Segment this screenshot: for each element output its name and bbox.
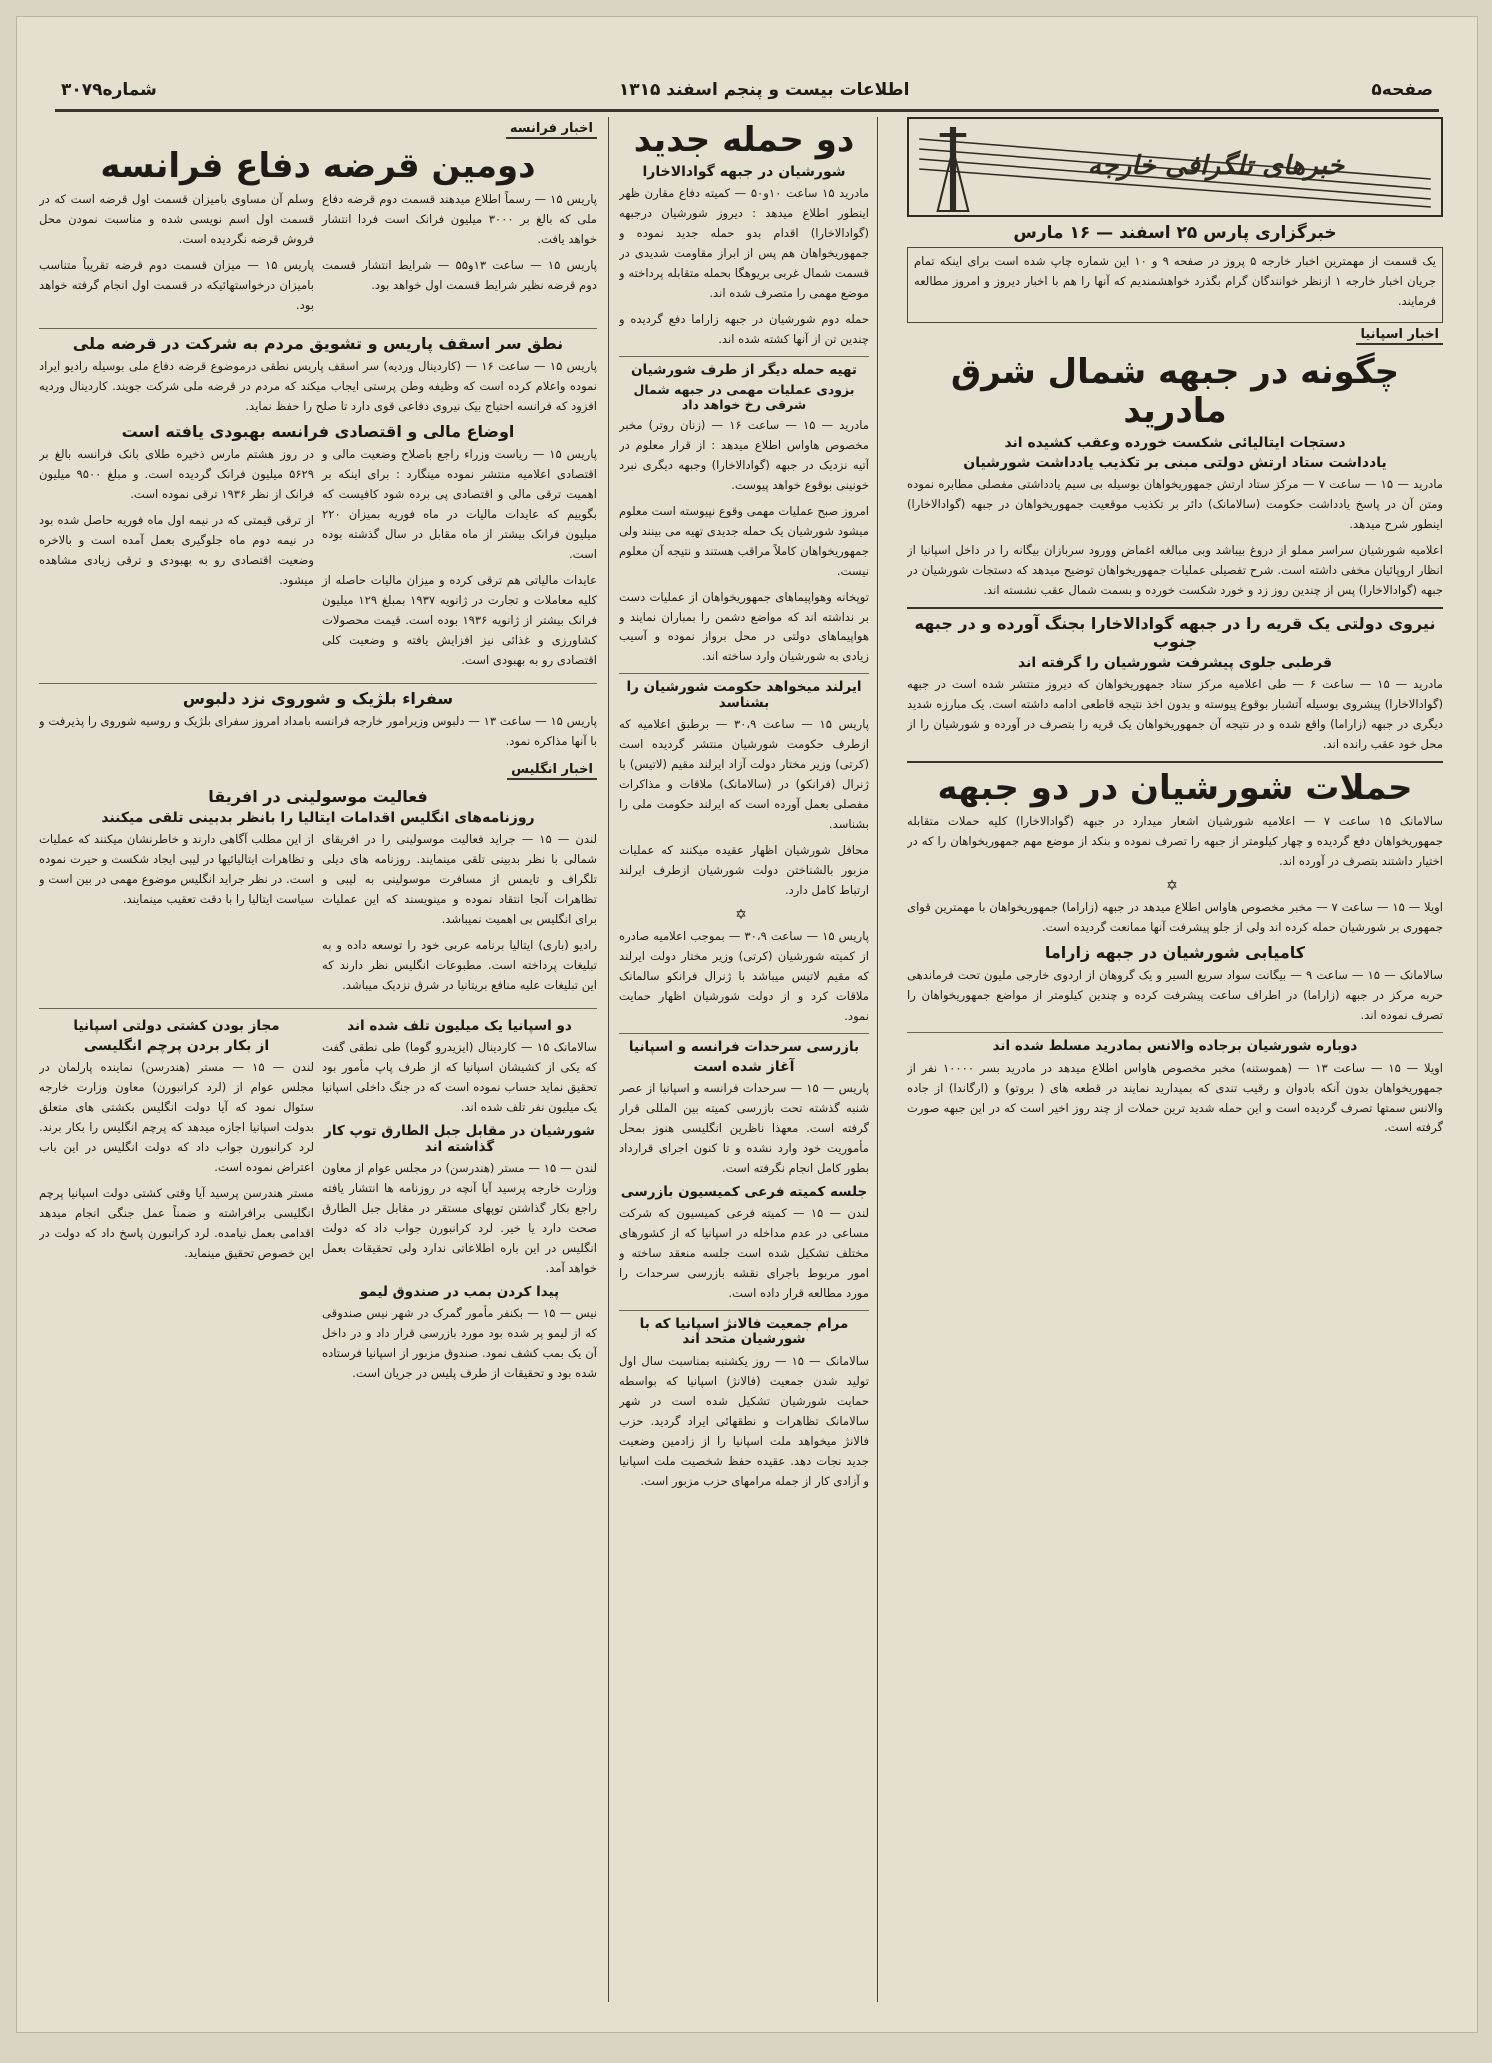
article-paragraph: پاریس ۱۵ — رسماً اطلاع میدهند قسمت دوم قرضه دفاع ملی که بالغ بر ۳۰۰۰ میلیون فرانک است فردا انتشار خواهد یافت. xyxy=(322,192,597,246)
article-paragraph: پاریس — ۱۵ — سرحدات فرانسه و اسپانیا از عصر شنبه گذشته تحت بازرسی کمیته بین المللی قرار گرفته است. معهذا ناظرین انگلیسی هنوز بمحل مأموریت خود وارد نشده و تا کنون اجرای قرارداد بطور کامل انجام نگرفته است. xyxy=(619,1081,869,1175)
separator-star-icon: ✡ xyxy=(735,906,753,923)
article-paragraph: حمله دوم شورشیان در جبهه زاراما دفع گردیده و چندین تن از آنها کشته شده اند. xyxy=(619,311,869,346)
headline: نیروی دولتی یک قریه را در جبهه گوادالاخارا بجنگ آورده و در جبهه جنوب xyxy=(914,613,1436,652)
article-paragraph: مادرید — ۱۵ — ساعت ۷ — مرکز ستاد ارتش جمهوریخواهان بوسیله بی سیم یادداشتی مفصلی مطابره نموده ومتن آن در پاسخ یادداشت حکومت (سالامانک) دائر بر تکذیب موقعیت جمهوریخواهان در جبهه (گوادالاخارا) اینطور شرح میدهد. xyxy=(907,477,1443,531)
column-rule xyxy=(608,117,609,2002)
subheadline: یادداشت ستاد ارتش دولتی مبنی بر تکذیب یادداشت شورشیان xyxy=(963,455,1387,471)
article-paragraph: مستر هندرسن پرسید آیا وقتی کشتی دولت اسپانیا پرچم انگلیسی برافراشته و ضمناً عمل جنگی انجام میدهد اقدامی بعمل نیامده. لرد کرانبورن پاسخ داد که دولت در این خصوص تحقیق مینماید. xyxy=(39,1185,314,1260)
logo-text: خبرهای تلگرافی خارجه xyxy=(1087,150,1345,181)
headline: کامیابی شورشیان در جبهه زاراما xyxy=(1044,942,1306,962)
article-paragraph: مادرید — ۱۵ — ساعت ۱۶ — (زنان روتر) مخبر مخصوص هاواس اطلاع میدهد : از قرار معلوم در آتیه نزدیک در جبهه (گوادالاخارا) وجبهه دیگری نبرد خونینی بوقوع خواهد پیوست. xyxy=(619,418,869,492)
issue-number: شماره۳۰۷۹ xyxy=(61,80,157,100)
article-paragraph: مادرید ۱۵ ساعت ۱۰و۵۰ — کمیته دفاع مقارن ظهر اینطور اطلاع میدهد : دیروز شورشیان درجبهه (گوادالاخارا) اقدام بدو حمله جدید نموده و جمهوریخواهان هم پس از ابراز مقاومت شدیدی در قسمت شمال غربی بریوهگا بحمله متقابله پرداخته و موضع مهمی را متصرف شده اند. xyxy=(619,186,869,300)
article-paragraph: اعلامیه شورشیان سراسر مملو از دروغ بیباشد وبی مبالغه اغماض وورود سربازان بیگانه را در داخل اسپانیا از انظار اروپائیان مخفی داشته است. شرح تفصیلی عملیات جمهوریخواهان توضیح میدهد که دستجات شورشیان در جبهه (گوادالاخارا) پس از چندین روز زد و خورد شکست خورده و بسمت شمال عقب نشسته اند. xyxy=(907,542,1443,597)
headline: تهیه حمله دیگر از طرف شورشیان xyxy=(631,361,857,378)
subheadline: شورشیان در جبهه گوادالاخارا xyxy=(642,164,846,181)
article-paragraph: از این مطلب آگاهی دارند و خاطرنشان میکنند که عملیات و تظاهرات ایتالیائیها در لیبی ایجاد شکست و حیرت نموده است. در نظر جراید انگلیس موضوع مهمی در بین است و سیاست ایتالیا را با دقت تعقیب مینمایند. xyxy=(39,832,314,907)
article-paragraph: لندن — ۱۵ — مستر (هندرسن) نماینده پارلمان در مجلس عوام از (لرد کرانبورن) معاون وزارت خارجه سئوال نمود که آیا دولت انگلیس بکشتی های متعلق بدولت اسپانیا اجازه میدهد که پرچم انگلیس را بکار برند. لرد کرانبورن جواب داد که دولت انگلیس در این باب اعتراض نموده است. xyxy=(39,1060,314,1174)
telegraph-wires-icon xyxy=(909,119,1441,215)
headline: مرام جمعیت فالانژ اسپانیا که با شورشیان متحد اند xyxy=(639,1315,849,1348)
article-paragraph: مادرید — ۱۵ — ساعت ۶ — طی اعلامیه مرکز ستاد جمهوریخواهان که دیروز منتشر شده است در جبهه (گوادالاخارا) پیشروی بوسیله آتشبار بوقوع پیوسته و بدون اخذ نتیجه قاطعی ادامه داشته است. یک مبارزه شدید دیگری در جبهه (زاراما) واقع شده و در نتیجه آن جمهوریخواهان یک قریه را بتصرف در آورده و شورشیان را از محل خود عقب رانده اند. xyxy=(907,677,1443,752)
article-paragraph: لندن — ۱۵ — جراید فعالیت موسولینی را در افریقای شمالی با نظر بدبینی تلقی مینمایند. روزنامه های دیلی تلگراف و تایمس از مسافرت موسولینی به لیبی و تظاهرات آنجا انتقاد نموده و مینویسند که این عملیات برای انگلیس بی اهمیت نمیباشد. xyxy=(322,832,597,927)
article-paragraph: توپخانه وهواپیماهای جمهوریخواهان از عملیات دست بر نداشته اند که مواضع دشمن را بمباران نمایند و هواپیماهای دولتی در محل برواز نموده و آسیب زیادی به شورشیان وارد ساخته اند. xyxy=(619,589,869,664)
article-paragraph: سالامانک ۱۵ — کاردینال (ایزیدرو گوما) طی نطقی گفت که یکی از کشیشان اسپانیا که از طرف پاپ مأمور بود تحقیق نماید حساب نموده است که در جنگ داخلی اسپانیا یک میلیون نفر تلف شده اند. xyxy=(322,1040,597,1115)
article-paragraph: سالامانک — ۱۵ — روز یکشنبه بمناسبت سال اول تولید شدن جمعیت (فالانژ) اسپانیا که بواسطه حمایت شورشیان تشکیل شده است در شهر سالامانک تظاهرات و نطقهائی ایراد گردید. حزب فالانژ میخواهد ملت اسپانیا را از زادمین وضعیت جدید نجات دهد. عقیده حفظ شخصیت ملت اسپانیا و آزادی کار از جمله مرامهای حزب مزبور است. xyxy=(619,1353,869,1488)
headline: بازرسی سرحدات فرانسه و اسپانیا xyxy=(628,1038,860,1055)
subheadline: از بکار بردن پرچم انگلیسی xyxy=(83,1038,270,1055)
headline: جلسه کمیته فرعی کمیسیون بازرسی xyxy=(620,1183,868,1200)
column-rule xyxy=(877,117,878,2002)
article-paragraph: پاریس ۱۵ — ریاست وزراء راجع باصلاح وضعیت مالی و اقتصادی اعلامیه منتشر نموده مینگارد : برای اینکه بر اهمیت ترقی مالی و اقتصادی پی برده شود کافیست که بگوییم که عایدات مالیات در ماه فوریه بمیزان ۲۲۰ میلیون فرانک بیشتر از ماه مقابل در سال گذشته بوده است. xyxy=(322,447,597,561)
column-left xyxy=(39,117,597,1992)
subheadline: روزنامه‌های انگلیس اقدامات ایتالیا را بانظر بدبینی تلقی میکنند xyxy=(101,810,535,827)
article-paragraph: پاریس ۱۵ — ساعت ۱۳ — دلبوس وزیرامور خارجه فرانسه بامداد امروز سفرای بلژیک و روسیه شوروی را پذیرفت و با آنها مذاکره نمود. xyxy=(39,714,597,748)
article-paragraph: لندن — ۱۵ — مستر (هندرسن) در مجلس عوام از معاون وزارت خارجه پرسید آیا آنچه در روزنامه ها انتشار یافته راجع بکار گذاشتن توپهای مستقر در مقابل جبل الطارق صحت دارد یا خیر. لرد کرانبورن جواب داد که دولت انگلیس در این باره اطلاعاتی ندارد ولی تحقیقات بعمل خواهد آمد. xyxy=(322,1161,597,1275)
article-paragraph: رادیو (باری) ایتالیا برنامه عربی خود را توسعه داده و به تبلیغات پرداخته است. مطبوعات انگلیس نظر دارند که این تبلیغات علیه منافع بریتانیا در شرق نزدیک میباشد. xyxy=(322,937,597,992)
article-paragraph: پاریس ۱۵ — میزان قسمت دوم قرضه تقریباً متناسب بامیزان درخواستهائیکه در قسمت اول انجام گرفته خواهد بود. xyxy=(39,257,314,312)
article-paragraph: پاریس ۱۵ — ساعت ۱۶ — (کاردینال وردیه) سر اسقف پاریس نطقی درموضوع قرضه دفاع ملی بوسیله رادیو ایراد نموده واعلام کرده است که وظیفه وطن پرستی ایجاب میکند که مردم در قرضه ملی شرکت جویند. کاردینال وردیه افزود که فرانسه احتیاج بیک نیروی دفاعی قوی دارد تا صلح را حفظ نماید. xyxy=(39,359,597,413)
subheadline: بزودی عملیات مهمی در جبهه شمال شرقی رخ خواهد داد xyxy=(633,382,855,413)
masthead xyxy=(55,75,1439,112)
newspaper-title-date: اطلاعات بیست و پنجم اسفند ۱۳۱۵ xyxy=(618,80,910,100)
subheadline: دستجات ایتالیائی شکست خورده وعقب کشیده اند xyxy=(1004,435,1346,451)
intro-box xyxy=(907,247,1443,323)
headline: مجاز بودن کشتی دولتی اسپانیا xyxy=(73,1017,280,1034)
headline: ایرلند میخواهد حکومت شورشیان را بشناسد xyxy=(626,679,862,711)
headline: اوضاع مالی و اقتصادی فرانسه بهبودی یافته است xyxy=(121,421,515,441)
headline: دومین قرضه دفاع فرانسه xyxy=(100,146,536,186)
newspaper-page xyxy=(16,16,1478,2033)
article-paragraph: از ترقی قیمتی که در نیمه اول ماه فوریه حاصل شده بود در نیمه دوم ماه جلوگیری بعمل آمده است و بالاخره وضعیت اقتصادی رو به بهبودی و ترقی زیادی مشاهده میشود. xyxy=(39,513,314,587)
headline: دو اسپانیا یک میلیون تلف شده اند xyxy=(347,1017,572,1034)
telegraph-logo xyxy=(907,117,1443,217)
headline: نطق سر اسقف پاریس و تشویق مردم به شرکت در قرضه ملی xyxy=(72,333,564,353)
article-paragraph: وسلم آن مساوی بامیزان قسمت اول قرضه است که در قسمت اول اسم نویسی شده و مناسبت نمودن محل فروش قرضه نگردیده است. xyxy=(39,192,314,246)
article-paragraph: اویلا — ۱۵ — ساعت ۷ — مخبر مخصوص هاواس اطلاع میدهد در جبهه (زاراما) جمهوریخواهان با مهمترین قوای جمهوری بر شورشیان حمله کرده اند ولی از جلو پیشرفت آنها ممانعت گردیده است. xyxy=(907,900,1443,934)
headline: دوباره شورشیان برجاده والانس بمادرید مسلط شده اند xyxy=(992,1038,1358,1055)
article-paragraph: پاریس ۱۵ — ساعت ۳۰،۹ — بموجب اعلامیه صادره از کمیته شورشیان (کرتی) وزیر مختار دولت ایرلند که مقیم لاتیس میباشد با ژنرال فرانکو سالمانک ملاقات کرد و از دولت شورشیان اظهار حمایت نمود. xyxy=(619,928,869,1023)
article-paragraph: سالامانک ۱۵ ساعت ۷ — اعلامیه شورشیان اشعار میدارد در جبهه (گوادالاخارا) کلیه حملات متقابله جمهوریخواهان دفع گردیده و چهار کیلومتر از جبهه را تصرف نموده و بنکد از موضع مهم جمهوریخواهان را که در اختیار داشتند بتصرف در آورده اند. xyxy=(907,814,1443,869)
headline-main-spain: چگونه در جبهه شمال شرق مادرید xyxy=(950,351,1400,431)
article-paragraph: نیس — ۱۵ — بکنفر مأمور گمرک در شهر نیس صندوقی که از لیمو پر شده بود مورد بازرسی قرار داد و در داخل آن یک بمب کشف نمود. صندوق مزبور از اسپانیا فرستاده شده بود و تحقیقات از طرف پلیس در جریان است. xyxy=(322,1306,597,1381)
headline: سفراء بلژیک و شوروی نزد دلبوس xyxy=(182,688,454,708)
intro-text: یک قسمت از مهمترین اخبار خارجه ۵ پروز در صفحه ۹ و ۱۰ این شماره چاپ شده است برای اینکه تمام جریان اخبار خارجه ۱ ازنظر خوانندگان گرام بگذرد خواهشمندیم که آنها را هم با اخبار دیروز و امروز مطالعه فرمایند. xyxy=(914,254,1436,308)
separator-star-icon: ✡ xyxy=(1166,878,1184,895)
column-middle xyxy=(619,117,869,1992)
section-label-spain: اخبار اسپانیا xyxy=(1356,327,1443,345)
agency-line: خبرگزاری پارس ۲۵ اسفند — ۱۶ مارس xyxy=(1013,223,1337,243)
headline: دو حمله جدید xyxy=(633,120,855,160)
headline: فعالیت موسولینی در افریقا xyxy=(208,786,428,806)
article-paragraph: اویلا — ۱۵ — ساعت ۱۳ — (هموستنه) مخبر مخصوص هاواس اطلاع میدهد در مادرید بسر ۱۰۰۰۰ نفر از جمهوریخواهان بدون آنکه بادوان و رقیب تندی که بمیدارید نمایند در قطعه های ( بروتو) و (ارگاندا) از جاده والانس سمتها تصرف گردیده است و این حمله شدید ترین حملات از چند روز اخیر است که در این جبهه صورت گرفته است. xyxy=(907,1060,1443,1135)
headline: شورشیان در مقابل جبل الطارق توپ کار گذاشته اند xyxy=(324,1123,595,1155)
section-label-france: اخبار فرانسه xyxy=(506,121,597,139)
page-number: صفحه۵ xyxy=(1371,80,1433,100)
column-right xyxy=(907,117,1443,1992)
article-paragraph: عایدات مالیاتی هم ترقی کرده و میزان مالیات حاصله از کلیه معاملات و تجارت در ژانویه ۱۹۳۷ بمبلغ ۱۲۹ میلیون فرانک بیشتر از ژانویه ۱۹۳۶ بوده است. قیمت محصولات کشاورزی و غذائی نیز افزایش یافته و وضعیت کلی اقتصادی رو به بهبودی است. xyxy=(322,572,597,667)
subheadline: آغاز شده است xyxy=(693,1059,795,1076)
subheadline: قرطبی جلوی پیشرفت شورشیان را گرفته اند xyxy=(1017,655,1333,672)
article-paragraph: پاریس ۱۵ — ساعت ۱۳و۵۵ — شرایط انتشار قسمت دوم قرضه نظیر شرایط قسمت اول خواهد بود. xyxy=(322,257,597,292)
headline: پیدا کردن بمب در صندوق لیمو xyxy=(359,1283,560,1300)
headline: حملات شورشیان در دو جبهه xyxy=(937,768,1413,809)
article-paragraph: پاریس ۱۵ — ساعت ۳۰،۹ — برطبق اعلامیه که ازطرف حکومت شورشیان منتشر گردیده است (کرتی) وزیر مختار دولت آزاد ایرلند مقیم (لاتیس) با ژنرال (فرانکو) در (سالامانک) ملاقات و مذاکرات مفصلی بعمل آورده است که ایرلند حکومت ملی را بشناسد. xyxy=(619,717,869,832)
article-paragraph: محافل شورشیان اظهار عقیده میکنند که عملیات مزبور بالشناختن دولت شورشیان ازطرف ایرلند ارتباط کامل دارد. xyxy=(619,843,869,897)
article-paragraph: سالامانک — ۱۵ — ساعت ۹ — بیگانت سواد سریع السیر و یک گروهان از اردوی خارجی ملیون تحت فرماندهی حربه مرکز در جبهه (زاراما) در اطراف ساعت پیشرفت کرده و چندین کیلومتر از مواضع جمهوریخواهان را تصرف نموده اند. xyxy=(907,968,1443,1023)
article-paragraph: امروز صبح عملیات مهمی وقوع نپیوسته است معلوم میشود شورشیان یک حمله جدیدی تهیه می بینند ولی جمهوریخواهان کاملاً مراقب هستند و نتیجه آن معلوم نیست. xyxy=(619,503,869,578)
section-label-england: اخبار انگلیس xyxy=(507,762,597,780)
article-paragraph: در روز هشتم مارس ذخیره طلای بانک فرانسه بالغ بر ۵۶۲۹ میلیون فرانک گردیده است. و مبلغ ۹۵۰۰ میلیون فرانک از نظر ۱۹۳۶ ترقی نموده است. xyxy=(39,447,315,502)
article-paragraph: لندن — ۱۵ — کمیته فرعی کمیسیون که شرکت مساعی در عدم مداخله در اسپانیا که از کشورهای مختلف تشکیل شده است جلسه منعقد ساخته و امور مربوط باجرای نقشه بازرسی سرحدات را مورد مطالعه قرار داده است. xyxy=(619,1206,869,1300)
